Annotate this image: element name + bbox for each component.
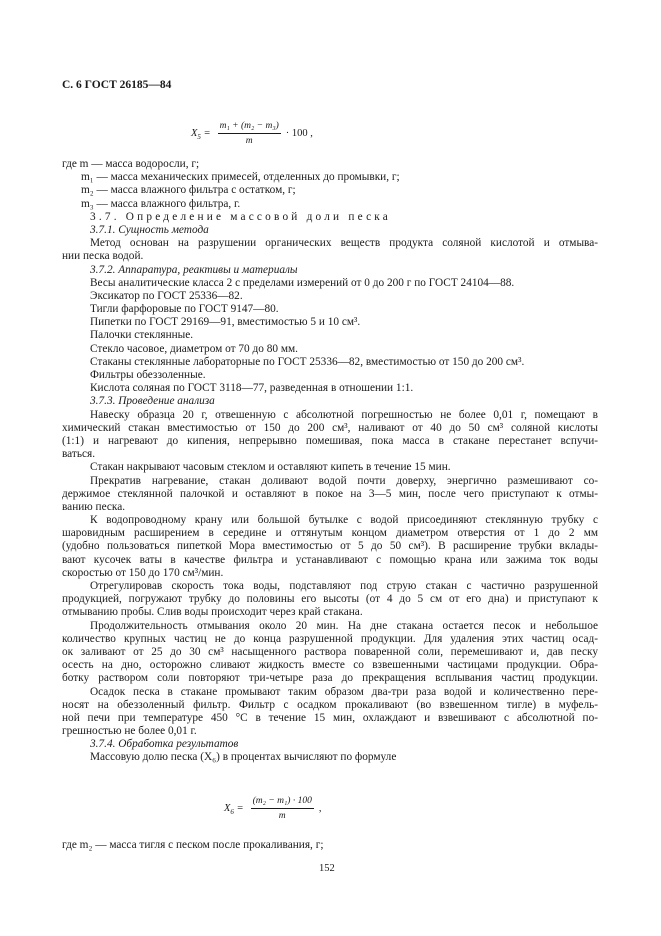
list-item: Стекло часовое, диаметром от 70 до 80 мм. bbox=[90, 342, 298, 355]
paragraph-line: химический стакан вместимостью от 150 до 200 см³, наливают от 40 до 50 см³ соляной кислоты bbox=[62, 421, 598, 434]
paragraph-line: количество крупных частиц не до конца разрушенной продукции. Для удаления этих частиц осад- bbox=[62, 632, 598, 645]
paragraph-line: ванию песка. bbox=[62, 500, 126, 513]
paragraph-line: продукцией, погружают трубку до половины его высоты (от 4 до 5 см от его дна) и приступают к bbox=[62, 593, 598, 606]
formula-x6-fraction bbox=[251, 795, 314, 822]
list-item: Кислота соляная по ГОСТ 3118—77, разведенная в отношении 1:1. bbox=[90, 382, 414, 395]
paragraph-line: осесть на дно, осторожно сливают жидкость вместе со взвешенными частицами продукции. Обра- bbox=[62, 659, 598, 672]
formula-x6 bbox=[224, 795, 321, 822]
page-number: 152 bbox=[319, 863, 335, 874]
list-item: Эксикатор по ГОСТ 25336—82. bbox=[90, 289, 243, 302]
formula-x5 bbox=[191, 120, 313, 147]
paragraph-line: скоростью от 150 до 170 см³/мин. bbox=[62, 566, 224, 579]
formula-x5-denominator: m bbox=[245, 136, 253, 146]
formula-x5-numerator: m₁ + (m₂ − m₃) bbox=[218, 120, 281, 134]
paragraph-line: ваться. bbox=[62, 448, 96, 461]
paragraph-line: Стакан накрывают часовым стеклом и оставляют кипеть в течение 15 мин. bbox=[90, 461, 451, 474]
formula-x6-numerator: (m₂ − m₁) · 100 bbox=[251, 795, 314, 809]
body-text bbox=[62, 158, 598, 765]
section-heading: 3.7. Определение массовой доли песка bbox=[90, 210, 392, 223]
paragraph-line: (удобно пользоваться пипеткой Мора вместимостью от 5 до 50 см³). В расширение трубки вклады- bbox=[62, 540, 598, 553]
formula-x6-tail: , bbox=[318, 802, 322, 814]
formula-x5-tail: · 100 , bbox=[285, 127, 313, 139]
paragraph-line: вают кусочек ваты в качестве фильтра и устанавливают с помощью крана или зажима ток воды bbox=[62, 553, 598, 566]
paragraph-line: шаровидным расширением в середине и оттянутым концом диаметром отверстия от 1 до 2 мм bbox=[62, 527, 598, 540]
list-item: Тигли фарфоровые по ГОСТ 9147—80. bbox=[90, 303, 279, 316]
paragraph-line: Прекратив нагревание, стакан доливают водой почти доверху, энергично размешивают со- bbox=[90, 474, 598, 487]
list-item: Стаканы стеклянные лабораторные по ГОСТ 25336—82, вместимостью от 150 до 200 см³. bbox=[90, 355, 525, 368]
list-item: Весы аналитические класса 2 с пределами измерений от 0 до 200 г по ГОСТ 24104—88. bbox=[90, 276, 515, 289]
paragraph-line: Осадок песка в стакане промывают таким образом два-три раза водой и количественно пере- bbox=[90, 685, 598, 698]
paragraph-line: (1:1) и нагревают до кипения, непрерывно помешивая, пока масса в стакане перестанет вспучи- bbox=[62, 434, 598, 447]
list-item: Фильтры обеззоленные. bbox=[90, 369, 206, 381]
legend-line: где m — масса водоросли, г; bbox=[62, 158, 200, 170]
list-item: Пипетки по ГОСТ 29169—91, вместимостью 5 и 10 см³. bbox=[90, 316, 361, 329]
formula-x6-denominator: m bbox=[278, 811, 286, 821]
footer-legend: где m₂ — масса тигля с песком после прокаливания, г; bbox=[62, 839, 324, 851]
paragraph-line: ок заливают от 25 до 30 см³ насыщенного раствора поваренной соли, перемешивают и, дав песку bbox=[62, 645, 598, 658]
paragraph-line: грешностью не более 0,01 г. bbox=[62, 725, 197, 738]
legend-line: m₁ — масса механических примесей, отделенных до промывки, г; bbox=[81, 171, 400, 184]
paragraph-line: отмыванию пробы. Слив воды происходит через край стакана. bbox=[62, 606, 363, 619]
paragraph-line: Отрегулировав скорость тока воды, подставляют под струю стакан с частично разрушенной bbox=[90, 580, 598, 592]
paragraph-line: нии песка водой. bbox=[62, 250, 144, 263]
legend-line: m₃ — масса влажного фильтра, г. bbox=[81, 197, 241, 210]
paragraph-line: Продолжительность отмывания около 20 мин. На дне стакана остается песок и небольшое bbox=[90, 619, 598, 632]
paragraph-line: носят на обеззоленный фильтр. Фильтр с осадком прокаливают (во взвешенном тигле) в муфель- bbox=[62, 698, 598, 711]
paragraph-line: ботку раствором соли повторяют три-четыре раза до прекращения всплывания частиц продукции. bbox=[62, 672, 598, 685]
formula-x5-fraction bbox=[218, 120, 281, 147]
subsection-heading: 3.7.4. Обработка результатов bbox=[90, 738, 239, 751]
subsection-heading: 3.7.3. Проведение анализа bbox=[90, 395, 215, 408]
paragraph-line: ной печи при температуре 450 °С в течение 15 мин, охлаждают и взвешивают с абсолютной по- bbox=[62, 711, 598, 724]
list-item: Палочки стеклянные. bbox=[90, 329, 194, 342]
paragraph-line: Метод основан на разрушении органических веществ продукта соляной кислотой и отмыва- bbox=[90, 237, 598, 250]
subsection-heading: 3.7.1. Сущность метода bbox=[90, 223, 209, 236]
subsection-heading: 3.7.2. Аппаратура, реактивы и материалы bbox=[90, 263, 298, 276]
paragraph-line: Массовую долю песка (X₆) в процентах вычисляют по формуле bbox=[90, 751, 397, 764]
legend-line: m₂ — масса влажного фильтра с остатком, г; bbox=[81, 184, 296, 197]
paragraph-line: Навеску образца 20 г, отвешенную с абсолютной погрешностью не более 0,01 г, помещают в bbox=[90, 408, 598, 421]
paragraph-line: К водопроводному крану или большой бутылке с водой присоединяют стеклянную трубку с bbox=[90, 514, 598, 527]
formula-x6-lhs: $X_6$ = bbox=[224, 802, 244, 816]
paragraph-line: держимое стеклянной палочкой и оставляют в покое на 3—5 мин, после чего приступают к отмы- bbox=[62, 487, 598, 500]
page-header: С. 6 ГОСТ 26185—84 bbox=[62, 79, 172, 91]
formula-x5-lhs: $X_5$ = bbox=[191, 127, 211, 141]
